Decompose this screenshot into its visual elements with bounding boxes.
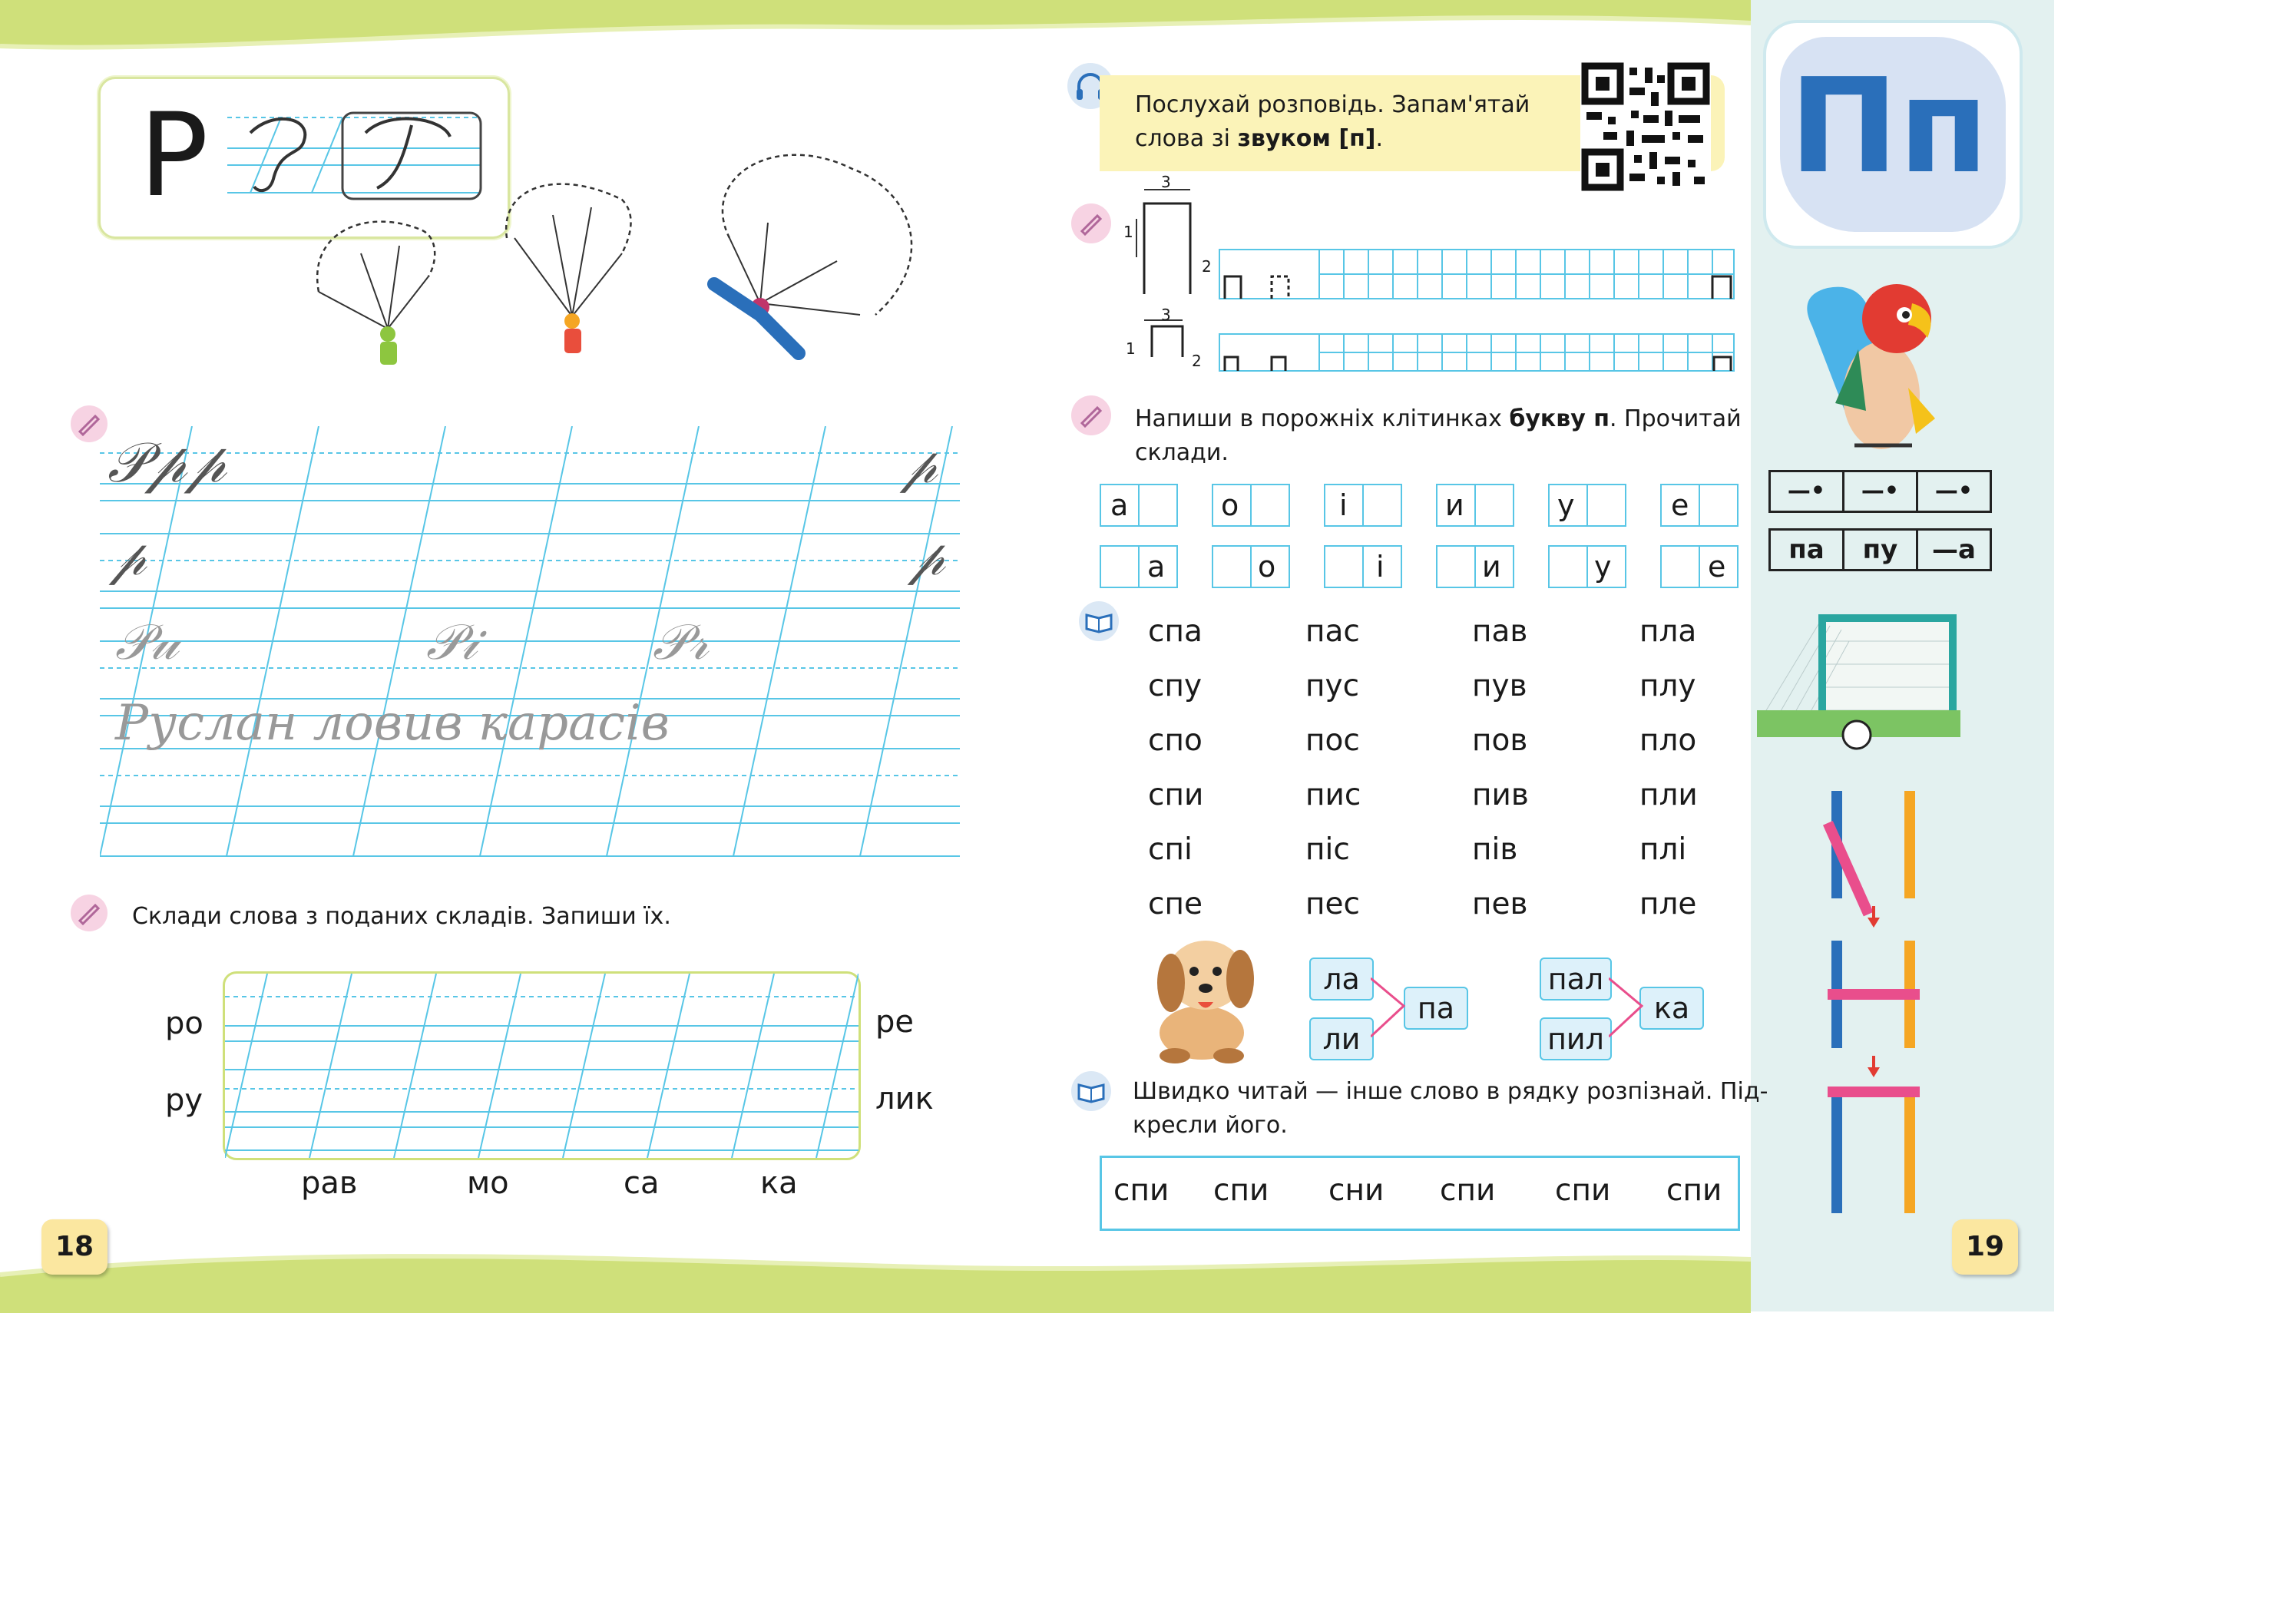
handwriting-lines — [100, 426, 960, 864]
trace-row4: Руслан ловив карасів — [115, 695, 670, 752]
syllable-word: пла — [1639, 614, 1697, 649]
fast-read-word[interactable]: спи — [1113, 1173, 1170, 1208]
syllable-word: пов — [1472, 723, 1528, 758]
syllable-word: плу — [1639, 669, 1696, 703]
syllable-cell[interactable]: а — [1100, 545, 1178, 588]
stroke-digit: 1 — [1123, 223, 1133, 241]
syllable-word: пес — [1305, 887, 1360, 921]
trace-row3-b: 𝒫𝒾 — [426, 614, 478, 671]
syllable-cell[interactable]: а — [1100, 484, 1178, 527]
syllable-cell[interactable]: е — [1660, 545, 1739, 588]
syllable-right-1: ре — [875, 1004, 914, 1040]
write-task-line2: склади. — [1135, 439, 1229, 466]
syllable-box: пил — [1540, 1017, 1612, 1060]
syllable-cell[interactable]: і — [1324, 484, 1402, 527]
big-letter: Пп — [1789, 51, 1989, 203]
syllable-box: па — [1404, 987, 1468, 1030]
syllable-cell[interactable]: у — [1548, 484, 1626, 527]
syllable-right-2: лик — [875, 1081, 934, 1116]
syllable-word: пас — [1305, 614, 1360, 649]
syllable-word: пло — [1639, 723, 1697, 758]
parrot-illustration — [1782, 273, 1950, 457]
stroke-digit: 1 — [1126, 339, 1136, 358]
syllable-word: пав — [1472, 614, 1528, 649]
bottom-wave — [0, 1229, 1751, 1313]
syllable-box: ла — [1309, 958, 1374, 1001]
trace-row3-c: 𝒫𝓇 — [653, 614, 709, 671]
connector-lines — [1371, 975, 1405, 1040]
connector-lines — [1609, 975, 1643, 1040]
fast-read-word[interactable]: спи — [1666, 1173, 1722, 1208]
word-scheme-bottom: па пу —а — [1768, 528, 1992, 571]
book-icon — [1071, 1071, 1111, 1111]
syllable-bottom: рав — [301, 1166, 358, 1201]
syllable-left-2: ру — [165, 1083, 203, 1118]
stroke-digit: 3 — [1161, 306, 1171, 324]
puppy-illustration — [1129, 918, 1267, 1071]
fast-read-word[interactable]: спи — [1440, 1173, 1496, 1208]
trace-row3-a: 𝒫𝓊 — [115, 614, 179, 671]
letter-p-pencils-illustration — [1812, 776, 1950, 1221]
pencil-icon — [1071, 395, 1111, 435]
top-wave — [0, 0, 1751, 61]
syllable-cell[interactable]: е — [1660, 484, 1739, 527]
syllable-word: пув — [1472, 669, 1527, 703]
syllable-box: ли — [1309, 1017, 1374, 1060]
syllable-box: пал — [1540, 958, 1612, 1001]
pencil-icon — [71, 895, 108, 931]
stroke-digit: 2 — [1202, 257, 1212, 276]
parachutists-illustration — [299, 123, 945, 392]
listen-text-line1: Послухай розповідь. Запам'ятай — [1135, 91, 1530, 118]
syllable-cell[interactable]: о — [1212, 545, 1290, 588]
syllable-word: пос — [1305, 723, 1360, 758]
fast-read-word[interactable]: спи — [1555, 1173, 1611, 1208]
fast-read-word[interactable]: спи — [1213, 1173, 1269, 1208]
write-task-line1: Напиши в порожніх клітинках букву п. Прочитай — [1135, 405, 1742, 432]
letter-p-stroke-grid — [1121, 173, 1743, 392]
trace-row2-start: 𝓅 — [111, 530, 147, 587]
syllable-left-1: ро — [165, 1006, 203, 1041]
page-number-right: 19 — [1952, 1219, 2018, 1275]
syllable-box: ка — [1639, 987, 1704, 1030]
book-icon — [1079, 601, 1119, 641]
syllable-cell[interactable]: и — [1436, 484, 1514, 527]
trace-row1-start: 𝒫𝓅𝓅 — [108, 430, 227, 494]
syllable-cell[interactable]: о — [1212, 484, 1290, 527]
big-letter-card — [1766, 23, 2020, 246]
syllable-word: піс — [1305, 832, 1350, 867]
syllable-word: пле — [1639, 887, 1697, 921]
syllable-word: спо — [1148, 723, 1203, 758]
stroke-digit: 2 — [1192, 352, 1202, 370]
syllable-word: спу — [1148, 669, 1203, 703]
syllable-word: пис — [1305, 778, 1361, 812]
syllable-word: спа — [1148, 614, 1203, 649]
syllable-word: спе — [1148, 887, 1203, 921]
fast-read-line2: кресли його. — [1133, 1112, 1288, 1139]
stroke-digit: 3 — [1161, 173, 1171, 191]
print-letter: Р — [139, 89, 209, 223]
listen-text-line2: слова зі звуком [п]. — [1135, 125, 1384, 152]
word-scheme-top: —• —• —• — [1768, 470, 1992, 513]
fast-read-line1: Швидко читай — інше слово в рядку розпізнай. Під- — [1133, 1078, 1768, 1105]
trace-row2-end: 𝓅 — [910, 530, 945, 587]
fast-read-word[interactable]: сни — [1328, 1173, 1385, 1208]
syllable-cell[interactable]: і — [1324, 545, 1402, 588]
syllable-bottom: са — [624, 1166, 660, 1201]
task-instruction: Склади слова з поданих складів. Запиши їх. — [132, 903, 671, 930]
syllable-word: пли — [1639, 778, 1698, 812]
syllable-cell[interactable]: у — [1548, 545, 1626, 588]
syllable-bottom: мо — [467, 1166, 509, 1201]
trace-row1-end: 𝓅 — [902, 438, 938, 494]
fast-read-box — [1100, 1156, 1740, 1231]
syllable-word: пев — [1472, 887, 1528, 921]
syllable-word: спі — [1148, 832, 1193, 867]
syllable-word: плі — [1639, 832, 1687, 867]
syllable-word: пив — [1472, 778, 1529, 812]
syllable-cell[interactable]: и — [1436, 545, 1514, 588]
syllable-word: пус — [1305, 669, 1360, 703]
soccer-goal-illustration — [1757, 610, 1972, 756]
syllable-bottom: ка — [760, 1166, 798, 1201]
syllable-word: спи — [1148, 778, 1204, 812]
page-number-left: 18 — [41, 1219, 108, 1275]
pencil-icon — [1071, 203, 1111, 243]
syllable-writing-box — [223, 971, 861, 1160]
syllable-word: пів — [1472, 832, 1518, 867]
